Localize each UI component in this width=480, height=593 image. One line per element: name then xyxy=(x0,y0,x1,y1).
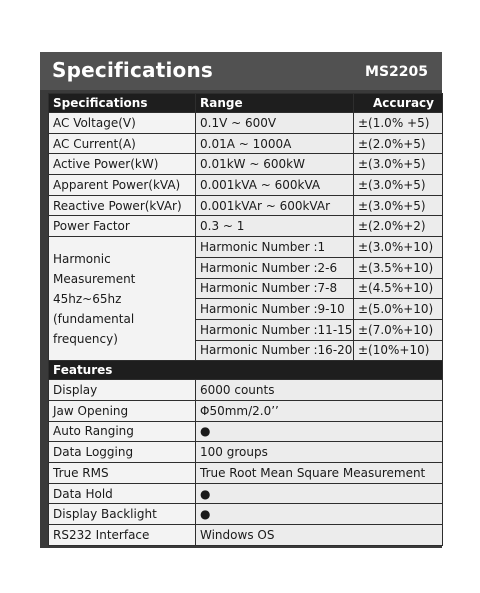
feature-value xyxy=(196,483,443,504)
spec-accuracy: ±(3.0%+5) xyxy=(354,195,443,216)
column-header-specifications: Specifications xyxy=(49,94,196,113)
feature-value-text: Φ50mm/2.0’’ xyxy=(200,403,279,418)
table-row xyxy=(49,216,443,237)
feature-name: Jaw Opening xyxy=(49,400,196,421)
harmonic-accuracy: ±(5.0%+10) xyxy=(354,299,443,320)
spec-header-row xyxy=(49,94,443,113)
spec-range: 0.3 ~ 1 xyxy=(196,216,354,237)
feature-name: True RMS xyxy=(49,463,196,484)
model-number: MS2205 xyxy=(365,64,428,80)
feature-name: RS232 Interface xyxy=(49,525,196,546)
harmonic-accuracy: ±(10%+10) xyxy=(354,340,443,361)
table-row xyxy=(49,113,443,134)
spec-range: 0.01A ~ 1000A xyxy=(196,133,354,154)
spec-name: AC Voltage(V) xyxy=(49,113,196,134)
harmonic-label xyxy=(49,237,196,361)
features-header-row xyxy=(49,361,443,380)
spec-name: Apparent Power(kVA) xyxy=(49,175,196,196)
spec-accuracy: ±(2.0%+2) xyxy=(354,216,443,237)
spec-name: AC Current(A) xyxy=(49,133,196,154)
feature-row xyxy=(49,421,443,442)
harmonic-range: Harmonic Number :2-6 xyxy=(196,257,354,278)
harmonic-label-line: Harmonic xyxy=(53,251,111,266)
spec-accuracy: ±(1.0% +5) xyxy=(354,113,443,134)
spec-range: 0.1V ~ 600V xyxy=(196,113,354,134)
spec-name: Active Power(kW) xyxy=(49,154,196,175)
spec-range: 0.01kW ~ 600kW xyxy=(196,154,354,175)
feature-row xyxy=(49,483,443,504)
feature-name: Data Logging xyxy=(49,442,196,463)
spec-range: 0.001kVAr ~ 600kVAr xyxy=(196,195,354,216)
harmonic-label-line: 45hz~65hz xyxy=(53,291,122,306)
feature-value xyxy=(196,463,443,484)
table-row xyxy=(49,154,443,175)
harmonic-range: Harmonic Number :1 xyxy=(196,237,354,258)
feature-value xyxy=(196,525,443,546)
feature-value-text: Windows OS xyxy=(200,527,275,542)
spec-accuracy: ±(2.0%+5) xyxy=(354,133,443,154)
harmonic-range: Harmonic Number :9-10 xyxy=(196,299,354,320)
spec-table xyxy=(48,93,443,546)
feature-name: Display Backlight xyxy=(49,504,196,525)
spec-name: Reactive Power(kVAr) xyxy=(49,195,196,216)
spec-accuracy: ±(3.0%+5) xyxy=(354,154,443,175)
harmonic-label-line: Measurement xyxy=(53,271,136,286)
title-bar xyxy=(40,52,442,90)
feature-name: Display xyxy=(49,380,196,401)
table-row xyxy=(49,195,443,216)
features-heading: Features xyxy=(49,361,443,380)
harmonic-accuracy: ±(4.5%+10) xyxy=(354,278,443,299)
feature-value xyxy=(196,421,443,442)
feature-name: Auto Ranging xyxy=(49,421,196,442)
harmonic-accuracy: ±(3.0%+10) xyxy=(354,237,443,258)
spec-sheet xyxy=(40,52,442,548)
feature-row xyxy=(49,525,443,546)
spec-range: 0.001kVA ~ 600kVA xyxy=(196,175,354,196)
feature-row xyxy=(49,504,443,525)
feature-value xyxy=(196,400,443,421)
harmonic-row xyxy=(49,237,443,258)
harmonic-range: Harmonic Number :7-8 xyxy=(196,278,354,299)
harmonic-label-line: frequency) xyxy=(53,331,118,346)
feature-value-text: True Root Mean Square Measurement xyxy=(200,465,426,480)
page-title: Specifications xyxy=(52,58,214,82)
harmonic-label-line: (fundamental xyxy=(53,311,135,326)
bullet-icon: ● xyxy=(200,507,211,522)
harmonic-accuracy: ±(7.0%+10) xyxy=(354,319,443,340)
spec-accuracy: ±(3.0%+5) xyxy=(354,175,443,196)
feature-name: Data Hold xyxy=(49,483,196,504)
bullet-icon: ● xyxy=(200,486,211,501)
harmonic-range: Harmonic Number :11-15 xyxy=(196,319,354,340)
column-header-accuracy: Accuracy xyxy=(354,94,443,113)
feature-row xyxy=(49,400,443,421)
feature-value-text: 6000 counts xyxy=(200,383,275,398)
feature-row xyxy=(49,442,443,463)
feature-value-text: 100 groups xyxy=(200,445,268,460)
spec-name: Power Factor xyxy=(49,216,196,237)
table-row xyxy=(49,175,443,196)
feature-row xyxy=(49,380,443,401)
bullet-icon: ● xyxy=(200,424,211,439)
table-row xyxy=(49,133,443,154)
feature-value xyxy=(196,380,443,401)
feature-value xyxy=(196,504,443,525)
feature-value xyxy=(196,442,443,463)
harmonic-accuracy: ±(3.5%+10) xyxy=(354,257,443,278)
harmonic-range: Harmonic Number :16-20 xyxy=(196,340,354,361)
column-header-range: Range xyxy=(196,94,354,113)
feature-row xyxy=(49,463,443,484)
